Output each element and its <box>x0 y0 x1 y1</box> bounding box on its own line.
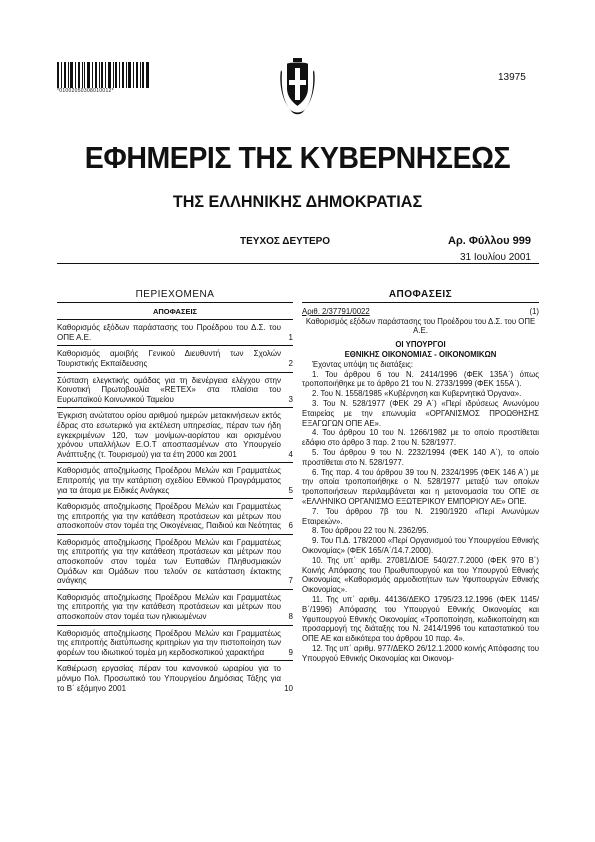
gazette-title: ΕΦΗΜΕΡΙΣ ΤΗΣ ΚΥΒΕΡΝΗΣΕΩΣ <box>84 140 511 175</box>
barcode-number: *01002050308010012* <box>57 88 114 94</box>
toc-entry <box>57 349 293 368</box>
table-of-contents <box>57 290 293 696</box>
toc-entry-page: 10 <box>284 683 293 693</box>
sheet-label: Αρ. Φύλλου <box>448 235 510 247</box>
toc-entry-rule <box>57 407 293 408</box>
toc-subheading-rule <box>57 319 293 320</box>
toc-entry-rule <box>57 498 293 499</box>
toc-heading: ΠΕΡΙΕΧΟΜΕΝΑ <box>135 289 215 300</box>
decision-paragraph: 10. Της υπ΄ αριθμ. 27081/ΔΙΟΕ 540/27.7.2000 (ΦΕΚ 970 Β΄) Κοινής Απόφασης του Πρωθυπουργού και του Υπουργού Εθνικής Οικονομίας «Καθορισμός αρμοδιοτήτων των Υφυπουργών Εθνικής Οικονομίας». <box>302 555 539 595</box>
decision-paragraph: 3. Του Ν. 528/1977 (ΦΕΚ 29 Α΄) «Περί ιδρύσεως Ανωνύμου Εταιρείας με την επωνυμία «ΟΡΓΑΝΙΣΜΟΣ ΠΡΟΩΘΗΣΗΣ ΕΞΑΓΩΓΩΝ ΟΠΕ ΑΕ». <box>302 398 539 428</box>
toc-entry-rule <box>57 534 293 535</box>
decision-paragraph: 11. Της υπ΄ αριθμ. 44136/ΔΕΚΟ 1795/23.12.1996 (ΦΕΚ 1145/Β΄/1996) Απόφασης του Υπουργού Εθνικής Οικονομίας και Υφυπουργού Εθνικής Οικονομίας «Τροποποίηση, κωδικοποίηση και προσαρμογή της διάταξης του Ν. 2414/1996 του καταστατικού του ΟΠΕ ΑΕ και ειδικότερα του άρθρου 10 παρ. 4». <box>302 594 539 644</box>
toc-entry <box>57 323 293 342</box>
toc-entry-text: Καθορισμός εξόδων παράστασης του Προέδρου του Δ.Σ. του ΟΠΕ Α.Ε. <box>57 323 281 342</box>
toc-entry-text: Έγκριση ανώτατου ορίου αριθμού ημερών μετακινήσεων εκτός έδρας στο εσωτερικό για εκτέλεση υπηρεσίας, πέραν των ήδη εγκεκριμένων 120, των μονίμων-αορίστου και ορισμένου χρόνου υπαλλήλων Ε.Ο.Τ αποσπασμένων στο Υπουργείο Ανάπτυξης (τ. Τουρισμού) για τα έτη 2000 και 2001 <box>57 411 281 459</box>
toc-entry-rule <box>57 462 293 463</box>
toc-entry-page: 8 <box>288 612 293 622</box>
decision-reference <box>302 307 539 317</box>
sheet-number: 999 <box>512 235 531 247</box>
decision-paragraph: 5. Του άρθρου 9 του Ν. 2232/1994 (ΦΕΚ 140 Α΄), το οποίο προστίθεται στο Ν. 528/1977. <box>302 447 539 467</box>
decisions-section <box>302 290 539 663</box>
decision-considering: Έχοντας υπόψη τις διατάξεις: <box>312 359 414 369</box>
toc-entry-text: Καθορισμός αποζημίωσης Προέδρου Μελών και Γραμματέως Επιτροπής για την κατάρτιση σχεδίου Εθνικού Προγράμματος για τα άτομα με Ειδικές Ανάγκες <box>57 466 281 495</box>
toc-entry-page: 3 <box>288 394 293 404</box>
toc-entry-page: 1 <box>288 332 293 342</box>
toc-entry-text: Καθορισμός αποζημίωσης Προέδρου Μελών και Γραμματέως της επιτροπής διατύπωσης κριτηρίων για την πιστοποίηση των φορέων του ιδιωτικού τομέα μη κερδοσκοπικού χαρακτήρα <box>57 628 281 657</box>
toc-entry-text: Καθορισμός αποζημίωσης Προέδρου Μελών και Γραμματέως της επιτροπής για την κατάθεση προτάσεων και μέτρων που αποσκοπούν στον τομέα των ηλικιωμένων <box>57 592 281 622</box>
toc-entry-text: Καθορισμός αποζημίωσης Προέδρου Μελών και Γραμματέως της επιτροπής για την κατάθεση προτάσεων και μέτρων που αποσκοπούν στον τομέα της Οικογένειας, Παιδιού και Νεότητας <box>57 502 281 531</box>
toc-entry-page: 2 <box>288 358 293 368</box>
decision-paragraph: 7. Του άρθρου 7β του Ν. 2190/1920 «Περί Ανωνύμων Εταιρειών». <box>302 506 539 526</box>
toc-heading-rule <box>57 302 293 303</box>
decision-ref-number: Αριθ. 2/37791/0022 <box>302 306 370 316</box>
toc-entry-text: Καθιέρωση εργασίας πέραν του κανονικού ωραρίου για το μόνιμο Πολ. Προσωπικό του Υπουργείου Δημόσιας Τάξης για το Β΄ εξάμηνο 2001 <box>57 664 281 693</box>
toc-entry-page: 4 <box>288 449 293 459</box>
decisions-heading: ΑΠΟΦΑΣΕΙΣ <box>388 289 453 300</box>
toc-entry <box>57 664 293 693</box>
gazette-subtitle: ΤΗΣ ΕΛΛΗΝΙΚΗΣ ΔΗΜΟΚΡΑΤΙΑΣ <box>172 192 423 211</box>
toc-entry-text: Καθορισμός αμοιβής Γενικού Διευθυντή των Σχολών Τουριστικής Εκπαίδευσης <box>57 349 281 368</box>
toc-entry-rule <box>57 372 293 373</box>
decision-authority-ministries: ΕΘΝΙΚΗΣ ΟΙΚΟΝΟΜΙΑΣ - ΟΙΚΟΝΟΜΙΚΩΝ <box>344 349 497 359</box>
decision-paragraph: 2. Του Ν. 1558/1985 «Κυβέρνηση και Κυβερνητικά Όργανα». <box>312 389 522 399</box>
toc-entry <box>57 466 293 495</box>
toc-entry <box>57 629 293 658</box>
toc-entry-rule <box>57 660 293 661</box>
toc-entry <box>57 593 293 622</box>
decision-paragraph: 6. Της παρ. 4 του άρθρου 39 του Ν. 2324/1995 (ΦΕΚ 146 Α΄) με την οποία τροποποιήθηκε ο Ν. 528/1977 μεταξύ των οποίων τροποποιήσεων περιλαμβάνεται και η μετονομασία του ΟΠΕ σε «ΕΛΛΗΝΙΚΟ ΟΡΓΑΝΙΣΜΟ ΕΞΩΤΕΡΙΚΟΥ ΕΜΠΟΡΙΟΥ ΑΕ» ΟΠΕ. <box>302 467 539 506</box>
toc-entry-rule <box>57 345 293 346</box>
greek-coat-of-arms-emblem <box>275 58 320 118</box>
toc-entry <box>57 538 293 586</box>
decision-ref-index: (1) <box>529 306 539 316</box>
decision-authority: ΟΙ ΥΠΟΥΡΓΟΙ <box>395 340 446 350</box>
decision-paragraphs <box>302 370 539 664</box>
toc-entry <box>57 411 293 459</box>
issue-date: 31 Ιουλίου 2001 <box>460 252 531 263</box>
toc-entry-page: 9 <box>288 647 293 657</box>
toc-subheading: ΑΠΟΦΑΣΕΙΣ <box>152 306 198 316</box>
page-number: 13975 <box>498 72 526 83</box>
decisions-heading-rule <box>302 302 539 303</box>
decision-paragraph: 8. Του άρθρου 22 του Ν. 2362/95. <box>312 526 429 536</box>
decision-title: Καθορισμός εξόδων παράστασης του Προέδρου του Δ.Σ. του ΟΠΕ Α.Ε. <box>305 316 536 336</box>
decision-paragraph: 9. Του Π.Δ. 178/2000 «Περί Οργανισμού του Υπουργείου Εθνικής Οικονομίας» (ΦΕΚ 165/Α΄/14.7.2000). <box>302 536 539 555</box>
toc-entry-rule <box>57 589 293 590</box>
toc-list <box>57 323 293 693</box>
decision-paragraph: 4. Του άρθρου 10 του Ν. 1266/1982 με το οποίο προστίθεται εδάφιο στο άρθρο 3 παρ. 2 του Ν. 528/1977. <box>302 428 539 448</box>
toc-entry <box>57 376 293 405</box>
decision-paragraph: 12. Της υπ΄ αριθμ. 977/ΔΕΚΟ 26/12.1.2000 κοινής Απόφασης του Υπουργού Εθνικής Οικονομίας και Οικονομ- <box>302 643 539 663</box>
issue-label: ΤΕΥΧΟΣ ΔΕΥΤΕΡΟ <box>240 236 331 247</box>
header-divider <box>57 263 539 264</box>
toc-entry-page: 6 <box>288 521 293 531</box>
toc-entry-page: 7 <box>288 576 293 586</box>
toc-entry-rule <box>57 625 293 626</box>
toc-entry-text: Σύσταση ελεγκτικής ομάδας για τη διενέργεια ελέγχου στην Κοινοτική Πρωτοβουλία «RETEX» στα πλαίσια του Ευρωπαϊκού Κοινωνικού Ταμείου <box>57 375 281 404</box>
toc-entry-page: 5 <box>288 485 293 495</box>
sheet-number-label <box>448 235 531 247</box>
barcode-image <box>57 62 149 88</box>
toc-entry <box>57 502 293 531</box>
toc-entry-text: Καθορισμός αποζημίωσης Προέδρου Μελών και Γραμματέως της επιτροπής για την κατάθεση προτάσεων και μέτρων που αποσκοπούν στον τομέα των Ευπαθών Πληθυσμιακών Ομάδων και Ομάδων που τελούν σε κατάσταση έκτακτης ανάγκης <box>57 537 281 586</box>
decision-paragraph: 1. Του άρθρου 6 του Ν. 2414/1996 (ΦΕΚ 135Α΄) όπως τροποποιήθηκε με το άρθρο 21 του Ν. 2733/1999 (ΦΕΚ 155Α΄). <box>302 369 539 389</box>
